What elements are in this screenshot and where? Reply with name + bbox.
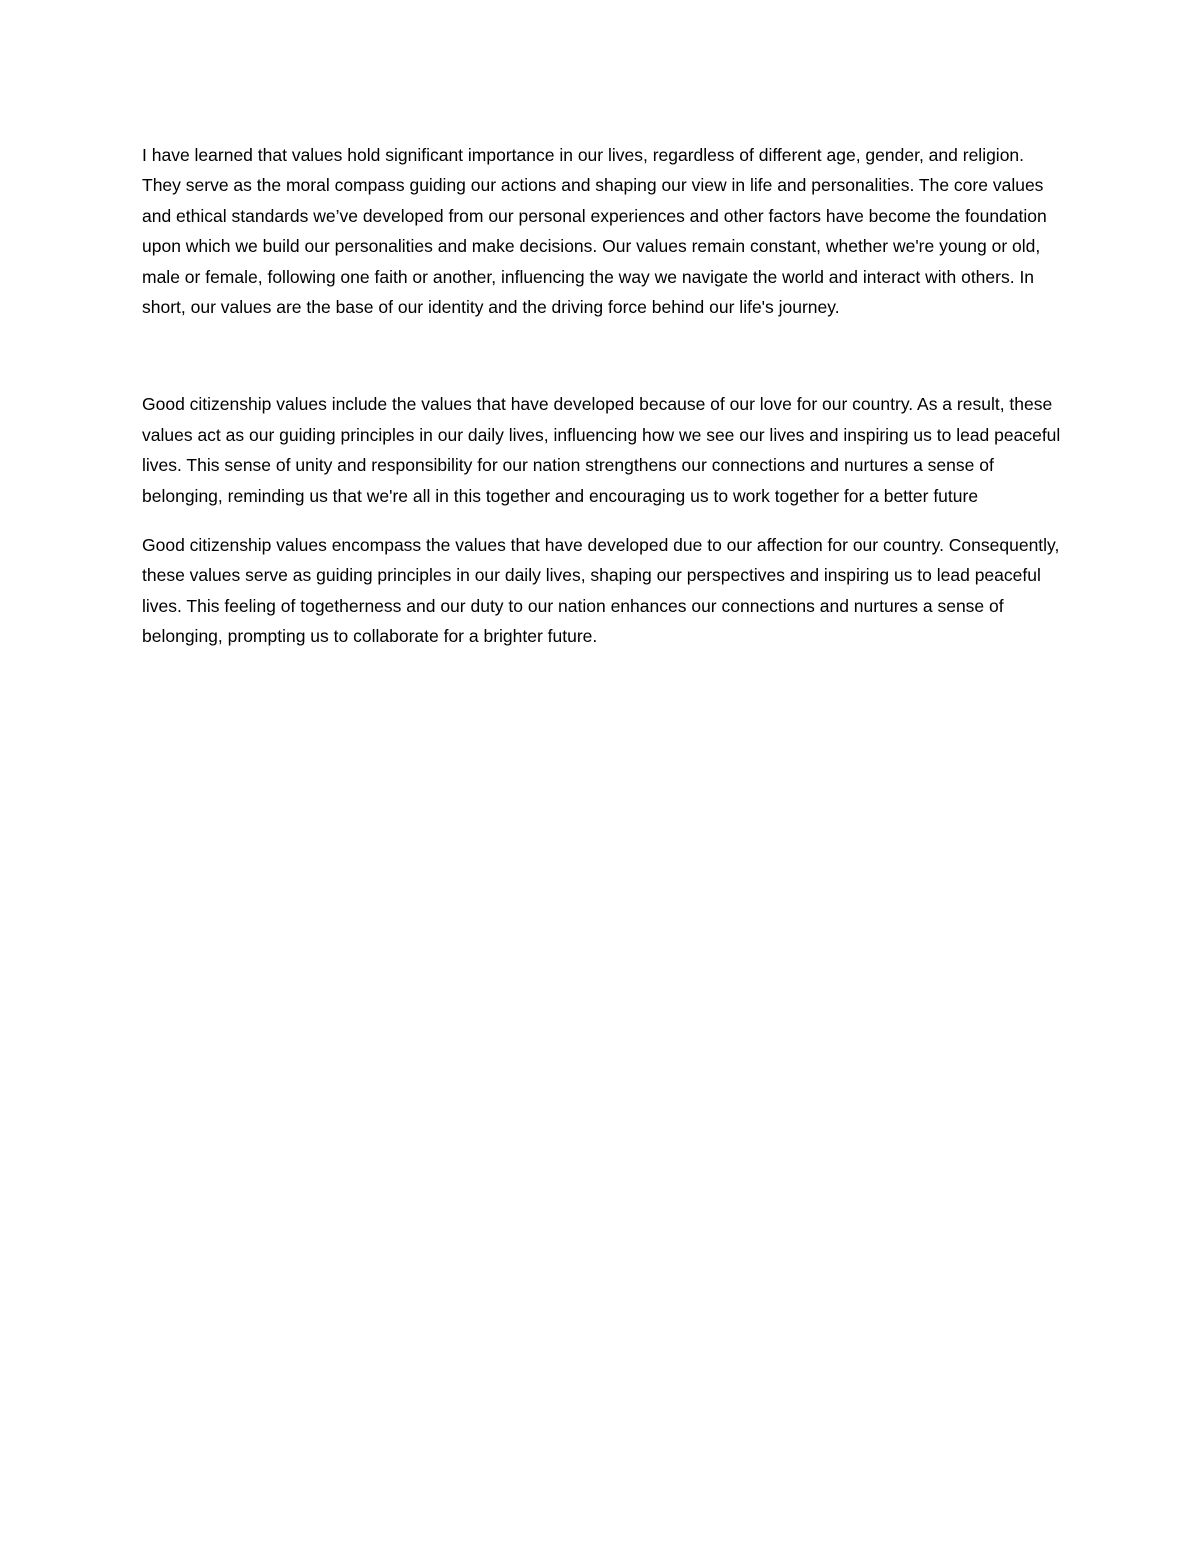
paragraph-citizenship-values-2: Good citizenship values encompass the values that have developed due to our affection for our country. Consequently, these values serve as guiding principles in our daily lives, shaping our perspectives and inspiring us to lead peaceful lives. This feeling of togetherness and our duty to our nation enhances our connections and nurtures a sense of belonging, prompting us to collaborate for a brighter future. [142,535,1060,647]
paragraph-values-importance: I have learned that values hold significant importance in our lives, regardless of different age, gender, and religion. They serve as the moral compass guiding our actions and shaping our view in life and personalities. The core values and ethical standards we’ve developed from our personal experiences and other factors have become the foundation upon which we build our personalities and make decisions. Our values remain constant, whether we're young or old, male or female, following one faith or another, influencing the way we navigate the world and interact with others. In short, our values are the base of our identity and the driving force behind our life's journey. [142,145,1047,318]
document-body [142,140,1067,652]
paragraph-citizenship-values-1: Good citizenship values include the values that have developed because of our love for our country. As a result, these values act as our guiding principles in our daily lives, influencing how we see our lives and inspiring us to lead peaceful lives. This sense of unity and responsibility for our nation strengthens our connections and nurtures a sense of belonging, reminding us that we're all in this together and encouraging us to work together for a better future [142,394,1061,506]
